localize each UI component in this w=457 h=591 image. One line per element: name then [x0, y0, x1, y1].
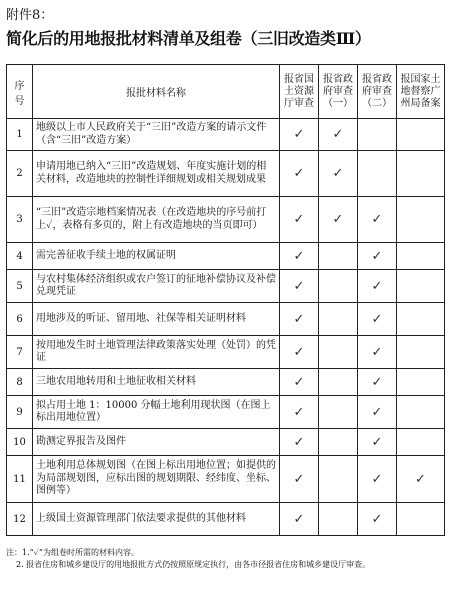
- table-row: [7, 303, 445, 336]
- row-number: 7: [7, 336, 33, 369]
- table-row: [7, 243, 445, 270]
- empty-cell: [397, 303, 445, 336]
- check-mark-icon: ✓: [280, 503, 319, 536]
- row-number: 2: [7, 151, 33, 197]
- material-name: 需完善征收手续土地的权属证明: [33, 243, 280, 270]
- header-national-land-inspector: 报国家土地督察广州局备案: [397, 65, 445, 119]
- empty-cell: [397, 151, 445, 197]
- check-mark-icon: ✓: [319, 151, 358, 197]
- attachment-label: 附件8：: [6, 8, 54, 23]
- material-name: 按用地发生时土地管理法律政策落实处理（处罚）的凭证: [33, 336, 280, 369]
- page-title: 简化后的用地报批材料清单及组卷（三旧改造类Ⅲ）: [6, 29, 371, 48]
- empty-cell: [397, 429, 445, 456]
- empty-cell: [319, 396, 358, 429]
- empty-cell: [319, 503, 358, 536]
- empty-cell: [358, 151, 397, 197]
- row-number: 11: [7, 456, 33, 503]
- check-mark-icon: ✓: [358, 503, 397, 536]
- material-name: 上级国土资源管理部门依法要求提供的其他材料: [33, 503, 280, 536]
- check-mark-icon: ✓: [280, 396, 319, 429]
- header-provincial-land-dept: 报省国土资源厅审查: [280, 65, 319, 119]
- footnote-2: 2. 报省住房和城乡建设厅的用地报批方式仍按照原规定执行，由各市径报省住房和城乡建设厅审查。: [16, 560, 371, 569]
- material-name: 地级以上市人民政府关于“三旧”改造方案的请示文件（含“三旧”改造方案）: [33, 119, 280, 151]
- header-seq: 序号: [7, 65, 33, 119]
- row-number: 9: [7, 396, 33, 429]
- empty-cell: [397, 369, 445, 396]
- check-mark-icon: ✓: [319, 197, 358, 243]
- empty-cell: [319, 243, 358, 270]
- table-body: [7, 119, 445, 536]
- check-mark-icon: ✓: [358, 456, 397, 503]
- check-mark-icon: ✓: [358, 303, 397, 336]
- table-row: [7, 503, 445, 536]
- material-name: 申请用地已纳入“三旧”改造规划、年度实施计划的相关材料，改造地块的控制性详细规划或相关规划成果: [33, 151, 280, 197]
- empty-cell: [319, 456, 358, 503]
- material-name: “三旧”改造宗地档案情况表（在改造地块的序号前打上✓，表格有多页的，附上有改造地块的当页即可）: [33, 197, 280, 243]
- empty-cell: [319, 429, 358, 456]
- header-provincial-gov-1: 报省政府审查（一）: [319, 65, 358, 119]
- row-number: 8: [7, 369, 33, 396]
- check-mark-icon: ✓: [280, 243, 319, 270]
- row-number: 6: [7, 303, 33, 336]
- table-header-row: [7, 65, 445, 119]
- check-mark-icon: ✓: [280, 119, 319, 151]
- check-mark-icon: ✓: [358, 396, 397, 429]
- table-row: [7, 429, 445, 456]
- check-mark-icon: ✓: [280, 151, 319, 197]
- table-row: [7, 270, 445, 303]
- table-row: [7, 369, 445, 396]
- header-name: 报批材料名称: [33, 65, 280, 119]
- empty-cell: [319, 303, 358, 336]
- table-row: [7, 396, 445, 429]
- table-row: [7, 456, 445, 503]
- table-row: [7, 151, 445, 197]
- footnotes: [6, 547, 370, 571]
- empty-cell: [319, 270, 358, 303]
- row-number: 5: [7, 270, 33, 303]
- material-name: 勘测定界报告及图件: [33, 429, 280, 456]
- empty-cell: [319, 336, 358, 369]
- empty-cell: [397, 119, 445, 151]
- check-mark-icon: ✓: [280, 429, 319, 456]
- header-provincial-gov-2: 报省政府审查（二）: [358, 65, 397, 119]
- check-mark-icon: ✓: [280, 197, 319, 243]
- check-mark-icon: ✓: [280, 336, 319, 369]
- empty-cell: [319, 369, 358, 396]
- table-row: [7, 119, 445, 151]
- check-mark-icon: ✓: [280, 456, 319, 503]
- check-mark-icon: ✓: [358, 270, 397, 303]
- table-row: [7, 336, 445, 369]
- row-number: 12: [7, 503, 33, 536]
- materials-table: [6, 64, 445, 536]
- check-mark-icon: ✓: [319, 119, 358, 151]
- check-mark-icon: ✓: [358, 336, 397, 369]
- footnote-1: 注：1.“✓”为组卷时所需的材料内容。: [6, 548, 139, 557]
- material-name: 与农村集体经济组织或农户签订的征地补偿协议及补偿兑现凭证: [33, 270, 280, 303]
- empty-cell: [397, 396, 445, 429]
- check-mark-icon: ✓: [280, 369, 319, 396]
- row-number: 3: [7, 197, 33, 243]
- check-mark-icon: ✓: [280, 303, 319, 336]
- material-name: 拟占用土地 1：10000 分幅土地利用现状图（在图上标出用地位置）: [33, 396, 280, 429]
- check-mark-icon: ✓: [397, 456, 445, 503]
- empty-cell: [397, 243, 445, 270]
- material-name: 三地农用地转用和土地征收相关材料: [33, 369, 280, 396]
- empty-cell: [397, 197, 445, 243]
- check-mark-icon: ✓: [358, 197, 397, 243]
- empty-cell: [397, 503, 445, 536]
- row-number: 4: [7, 243, 33, 270]
- row-number: 10: [7, 429, 33, 456]
- row-number: 1: [7, 119, 33, 151]
- material-name: 土地利用总体规划图（在图上标出用地位置；如提供的为局部规划图，应标出图的规划期限、经纬度、坐标、图例等）: [33, 456, 280, 503]
- table-row: [7, 197, 445, 243]
- check-mark-icon: ✓: [358, 243, 397, 270]
- empty-cell: [397, 270, 445, 303]
- material-name: 用地涉及的听证、留用地、社保等相关证明材料: [33, 303, 280, 336]
- empty-cell: [358, 119, 397, 151]
- check-mark-icon: ✓: [358, 369, 397, 396]
- check-mark-icon: ✓: [358, 429, 397, 456]
- empty-cell: [397, 336, 445, 369]
- check-mark-icon: ✓: [280, 270, 319, 303]
